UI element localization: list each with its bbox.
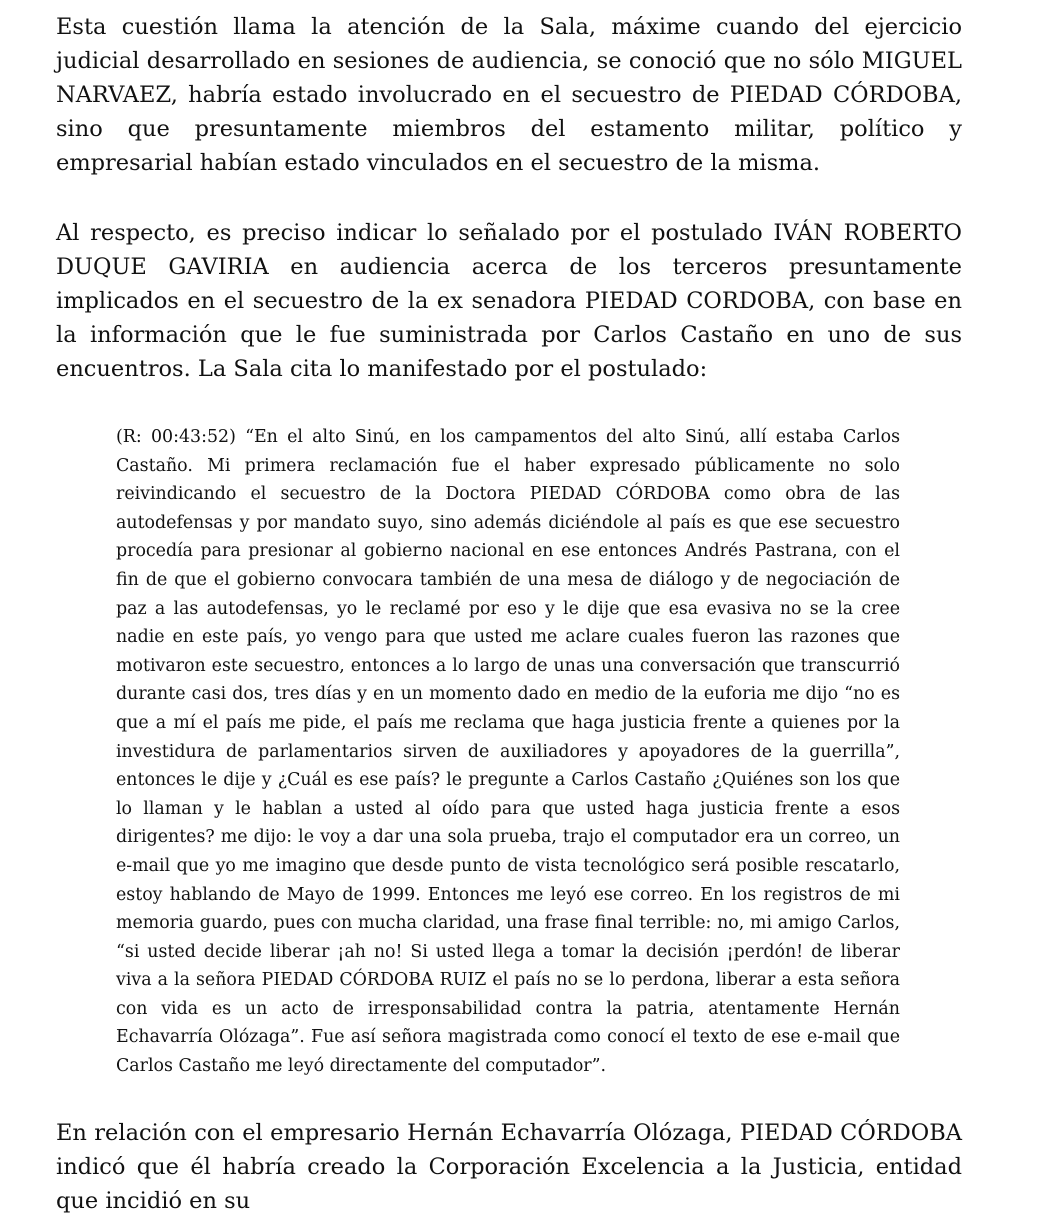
paragraph-context: Al respecto, es preciso indicar lo señalado por el postulado IVÁN ROBERTO DUQUE GAVIRIA en audiencia acerca de los terceros presuntamente implicados en el secuestro de la ex senadora PIEDAD CORDOBA, con base en la información que le fue suministrada por Carlos Castaño en uno de sus encuentros. La Sala cita lo manifestado por el postulado: — [56, 220, 962, 382]
paragraph-intro: Esta cuestión llama la atención de la Sala, máxime cuando del ejercicio judicial desarrollado en sesiones de audiencia, se conoció que no sólo MIGUEL NARVAEZ, habría estado involucrado en el secuestro de PIEDAD CÓRDOBA, sino que presuntamente miembros del estamento militar, político y empresarial habían estado vinculados en el secuestro de la misma. — [56, 14, 962, 176]
testimony-quote: (R: 00:43:52) “En el alto Sinú, en los campamentos del alto Sinú, allí estaba Carlos Castaño. Mi primera reclamación fue el haber expresado públicamente no solo reivindicando el secuestro de la Doctora PIEDAD CÓRDOBA como obra de las autodefensas y por mandato suyo, sino además diciéndole al país es que ese secuestro procedía para presionar al gobierno nacional en ese entonces Andrés Pastrana, con el fin de que el gobierno convocara también de una mesa de diálogo y de negociación de paz a las autodefensas, yo le reclamé por eso y le dije que esa evasiva no se la cree nadie en este país, yo vengo para que usted me aclare cuales fueron las razones que motivaron este secuestro, entonces a lo largo de unas una conversación que transcurrió durante casi dos, tres días y en un momento dado en medio de la euforia me dijo “no es que a mí el país me pide, el país me reclama que haga justicia frente a quienes por la investidura de parlamentarios sirven de auxiliadores y apoyadores de la guerrilla”, entonces le dije y ¿Cuál es ese país? le pregunte a Carlos Castaño ¿Quiénes son los que lo llaman y le hablan a usted al oído para que usted haga justicia frente a esos dirigentes? me dijo: le voy a dar una sola prueba, trajo el computador era un correo, un e-mail que yo me imagino que desde punto de vista tecnológico será posible rescatarlo, estoy hablando de Mayo de 1999. Entonces me leyó ese correo. En los registros de mi memoria guardo, pues con mucha claridad, una frase final terrible: no, mi amigo Carlos, “si usted decide liberar ¡ah no! Si usted llega a tomar la decisión ¡perdón! de liberar viva a la señora PIEDAD CÓRDOBA RUIZ el país no se lo perdona, liberar a esta señora con vida es un acto de irresponsabilidad contra la patria, atentamente Hernán Echavarría Olózaga”. Fue así señora magistrada como conocí el texto de ese e-mail que Carlos Castaño me leyó directamente del computador”. — [116, 427, 900, 1077]
paragraph-continuation: En relación con el empresario Hernán Echavarría Olózaga, PIEDAD CÓRDOBA indicó que él habría creado la Corporación Excelencia a la Justicia, entidad que incidió en su — [56, 1120, 962, 1214]
